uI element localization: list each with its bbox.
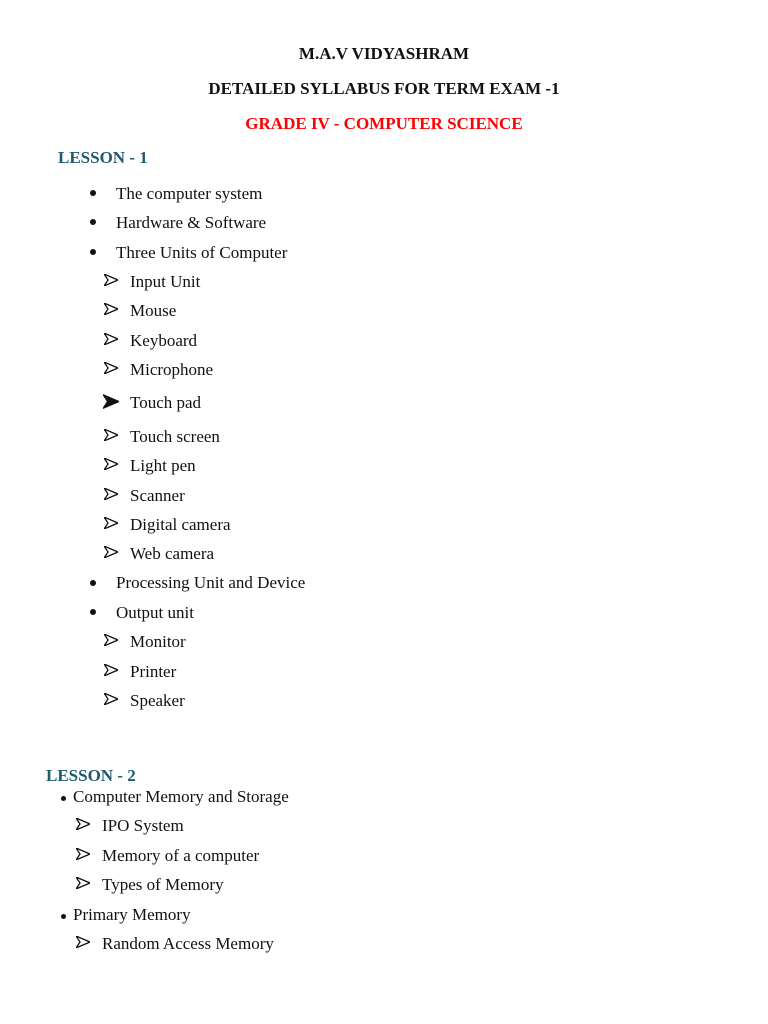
list-item: Output unit [116, 603, 194, 622]
list-item: Digital camera [130, 515, 231, 534]
list-item: Processing Unit and Device [116, 573, 306, 592]
arrow-bullet-icon [104, 664, 118, 676]
arrow-bullet-icon [103, 394, 119, 409]
list-item: Monitor [130, 632, 186, 651]
list-item: Hardware & Software [116, 213, 267, 232]
arrow-bullet-icon [104, 333, 118, 345]
list-item: Scanner [130, 486, 185, 505]
arrow-bullet-icon [104, 429, 118, 441]
list-item: Types of Memory [102, 875, 224, 894]
arrow-bullet-icon [76, 848, 90, 860]
list-item: IPO System [102, 816, 184, 835]
list-item: Speaker [130, 691, 185, 710]
arrow-bullet-icon [104, 634, 118, 646]
bullet-icon [90, 249, 96, 255]
list-item: The computer system [116, 184, 263, 203]
bullet-icon [61, 914, 66, 919]
school-name: M.A.V VIDYASHRAM [298, 44, 470, 63]
bullet-icon [61, 796, 66, 801]
lesson-1-heading: LESSON - 1 [58, 148, 148, 167]
bullet-icon [90, 580, 96, 586]
list-item: Microphone [130, 360, 214, 379]
arrow-bullet-icon [104, 546, 118, 558]
arrow-bullet-icon [104, 693, 118, 705]
arrow-bullet-icon [104, 274, 118, 286]
list-item: Input Unit [130, 272, 201, 291]
list-item: Memory of a computer [102, 846, 260, 865]
arrow-bullet-icon [76, 877, 90, 889]
list-item: Touch screen [130, 427, 220, 446]
list-item: Random Access Memory [102, 934, 274, 953]
arrow-bullet-icon [76, 818, 90, 830]
list-item: Keyboard [130, 331, 198, 350]
document-subtitle: DETAILED SYLLABUS FOR TERM EXAM -1 [208, 79, 560, 98]
list-item: Computer Memory and Storage [73, 787, 289, 806]
list-item: Touch pad [130, 393, 202, 412]
arrow-bullet-icon [104, 458, 118, 470]
list-item: Web camera [130, 544, 215, 563]
bullet-icon [90, 219, 96, 225]
list-item: Three Units of Computer [116, 243, 288, 262]
arrow-bullet-icon [104, 488, 118, 500]
grade-title: GRADE IV - COMPUTER SCIENCE [245, 114, 523, 133]
list-item: Mouse [130, 301, 177, 320]
list-item: Printer [130, 662, 177, 681]
bullet-icon [90, 190, 96, 196]
list-item: Light pen [130, 456, 196, 475]
arrow-bullet-icon [104, 517, 118, 529]
lesson-2-heading: LESSON - 2 [46, 766, 136, 785]
arrow-bullet-icon [104, 362, 118, 374]
bullet-icon [90, 609, 96, 615]
arrow-bullet-icon [104, 303, 118, 315]
arrow-bullet-icon [76, 936, 90, 948]
list-item: Primary Memory [73, 905, 191, 924]
